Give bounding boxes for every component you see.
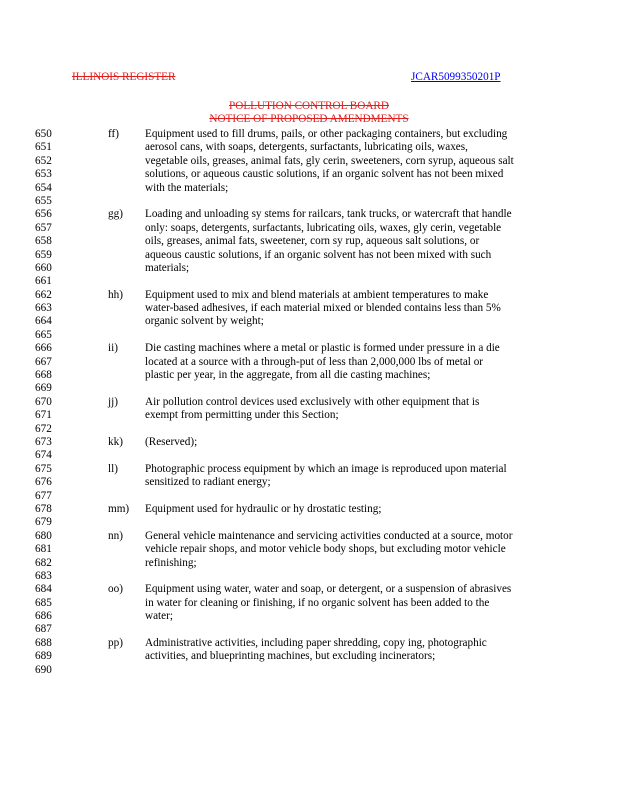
line-number: 688 [35,636,52,649]
document-line [0,570,618,583]
line-number: 681 [35,543,52,556]
item-label: ll) [108,462,118,475]
document-line [0,168,618,181]
line-text: plastic per year, in the aggregate, from all die casting machines; [145,369,431,382]
line-text: Equipment used for hydraulic or hy drostatic testing; [145,502,382,515]
line-number: 656 [35,208,52,221]
notice-title-text: NOTICE OF PROPOSED AMENDMENTS [209,113,409,125]
line-number: 671 [35,409,52,422]
document-id-link[interactable]: JCAR5099350201P [411,71,501,83]
agency-title-text: POLLUTION CONTROL BOARD [229,100,389,112]
line-number: 661 [35,275,52,288]
line-number: 678 [35,502,52,515]
line-text: refinishing; [145,556,197,569]
line-number: 667 [35,355,52,368]
line-text: Administrative activities, including paper shredding, copy ing, photographic [145,636,487,649]
line-number: 650 [35,128,52,140]
line-number: 676 [35,476,52,489]
document-line [0,356,618,369]
document-line [0,396,618,409]
document-line [0,369,618,382]
line-text: materials; [145,261,190,274]
line-number: 668 [35,369,52,382]
document-line [0,222,618,235]
item-label: ff) [108,128,119,140]
item-label: mm) [108,502,130,515]
document-line [0,557,618,570]
line-number: 689 [35,650,52,663]
document-line [0,610,618,623]
document-line [0,423,618,436]
line-text: with the materials; [145,181,229,194]
line-number: 659 [35,248,52,261]
line-number: 675 [35,462,52,475]
document-line [0,463,618,476]
document-line [0,275,618,288]
line-number: 683 [35,569,52,582]
item-label: ii) [108,342,118,355]
line-number: 679 [35,516,52,529]
line-text: vegetable oils, greases, animal fats, gly cerin, sweeteners, corn syrup, aqueous salt [145,154,514,167]
line-number: 669 [35,382,52,395]
line-text: Equipment using water, water and soap, or detergent, or a suspension of abrasives [145,583,512,596]
document-line [0,182,618,195]
item-label: pp) [108,636,123,649]
document-line [0,128,618,141]
line-number: 680 [35,529,52,542]
line-number: 658 [35,235,52,248]
item-label: nn) [108,529,123,542]
document-line [0,195,618,208]
line-number: 654 [35,181,52,194]
line-text: water; [145,610,173,623]
line-number: 673 [35,435,52,448]
line-number: 651 [35,141,52,154]
line-text: Equipment used to fill drums, pails, or other packaging containers, but excluding [145,128,508,140]
document-line [0,436,618,449]
line-text: (Reserved); [145,435,198,448]
line-number: 685 [35,596,52,609]
document-line [0,302,618,315]
line-number: 672 [35,422,52,435]
line-number: 666 [35,342,52,355]
document-line [0,235,618,248]
line-text: oils, greases, animal fats, sweetener, corn sy rup, aqueous salt solutions, or [145,235,480,248]
line-number: 684 [35,583,52,596]
line-text: Air pollution control devices used exclusively with other equipment that is [145,395,480,408]
line-text: only: soaps, detergents, surfactants, lubricating oils, waxes, gly cerin, vegetable [145,221,502,234]
document-line [0,208,618,221]
document-line [0,315,618,328]
line-text: water-based adhesives, if each material mixed or blended contains less than 5% [145,302,501,315]
document-line [0,262,618,275]
item-label: hh) [108,288,123,301]
document-line [0,342,618,355]
line-number: 686 [35,610,52,623]
document-line [0,141,618,154]
document-line [0,650,618,663]
item-label: jj) [108,395,118,408]
document-line [0,490,618,503]
document-line [0,503,618,516]
line-text: aqueous caustic solutions, if an organic solvent has not been mixed with such [145,248,492,261]
document-line [0,382,618,395]
document-line [0,530,618,543]
line-text: in water for cleaning or finishing, if no organic solvent has been added to the [145,596,490,609]
line-text: Equipment used to mix and blend materials at ambient temperatures to make [145,288,489,301]
notice-title [0,113,618,126]
item-label: gg) [108,208,123,221]
line-number: 682 [35,556,52,569]
line-text: Die casting machines where a metal or plastic is formed under pressure in a die [145,342,500,355]
document-line [0,516,618,529]
document-line [0,329,618,342]
document-line [0,449,618,462]
line-number: 687 [35,623,52,636]
line-text: vehicle repair shops, and motor vehicle body shops, but excluding motor vehicle [145,543,506,556]
agency-title [0,100,618,113]
line-number: 665 [35,328,52,341]
line-number: 653 [35,168,52,181]
line-number: 657 [35,221,52,234]
document-body [0,128,618,677]
document-line [0,155,618,168]
document-line [0,664,618,677]
item-label: oo) [108,583,123,596]
line-number: 674 [35,449,52,462]
line-text: located at a source with a through-put of less than 2,000,000 lbs of metal or [145,355,484,368]
line-number: 652 [35,154,52,167]
line-number: 662 [35,288,52,301]
item-label: kk) [108,435,123,448]
document-line [0,637,618,650]
line-text: solutions, or aqueous caustic solutions, if an organic solvent has not been mixed [145,168,504,181]
line-text: sensitized to radiant energy; [145,476,271,489]
line-number: 677 [35,489,52,502]
register-title: ILLINOIS REGISTER [72,71,176,83]
line-text: aerosol cans, with soaps, detergents, surfactants, lubricating oils, waxes, [145,141,468,154]
document-line [0,543,618,556]
line-text: organic solvent by weight; [145,315,264,328]
line-text: General vehicle maintenance and servicing activities conducted at a source, motor [145,529,513,542]
line-text: exempt from permitting under this Section; [145,409,339,422]
document-line [0,289,618,302]
line-number: 655 [35,194,52,207]
document-line [0,476,618,489]
line-text: Loading and unloading sy stems for railcars, tank trucks, or watercraft that handle [145,208,512,221]
document-line [0,597,618,610]
document-line [0,409,618,422]
line-number: 660 [35,261,52,274]
line-number: 690 [35,663,52,676]
line-number: 670 [35,395,52,408]
line-text: activities, and blueprinting machines, but excluding incinerators; [145,650,436,663]
line-text: Photographic process equipment by which an image is reproduced upon material [145,462,507,475]
document-line [0,583,618,596]
document-line [0,249,618,262]
document-line [0,623,618,636]
line-number: 664 [35,315,52,328]
line-number: 663 [35,302,52,315]
